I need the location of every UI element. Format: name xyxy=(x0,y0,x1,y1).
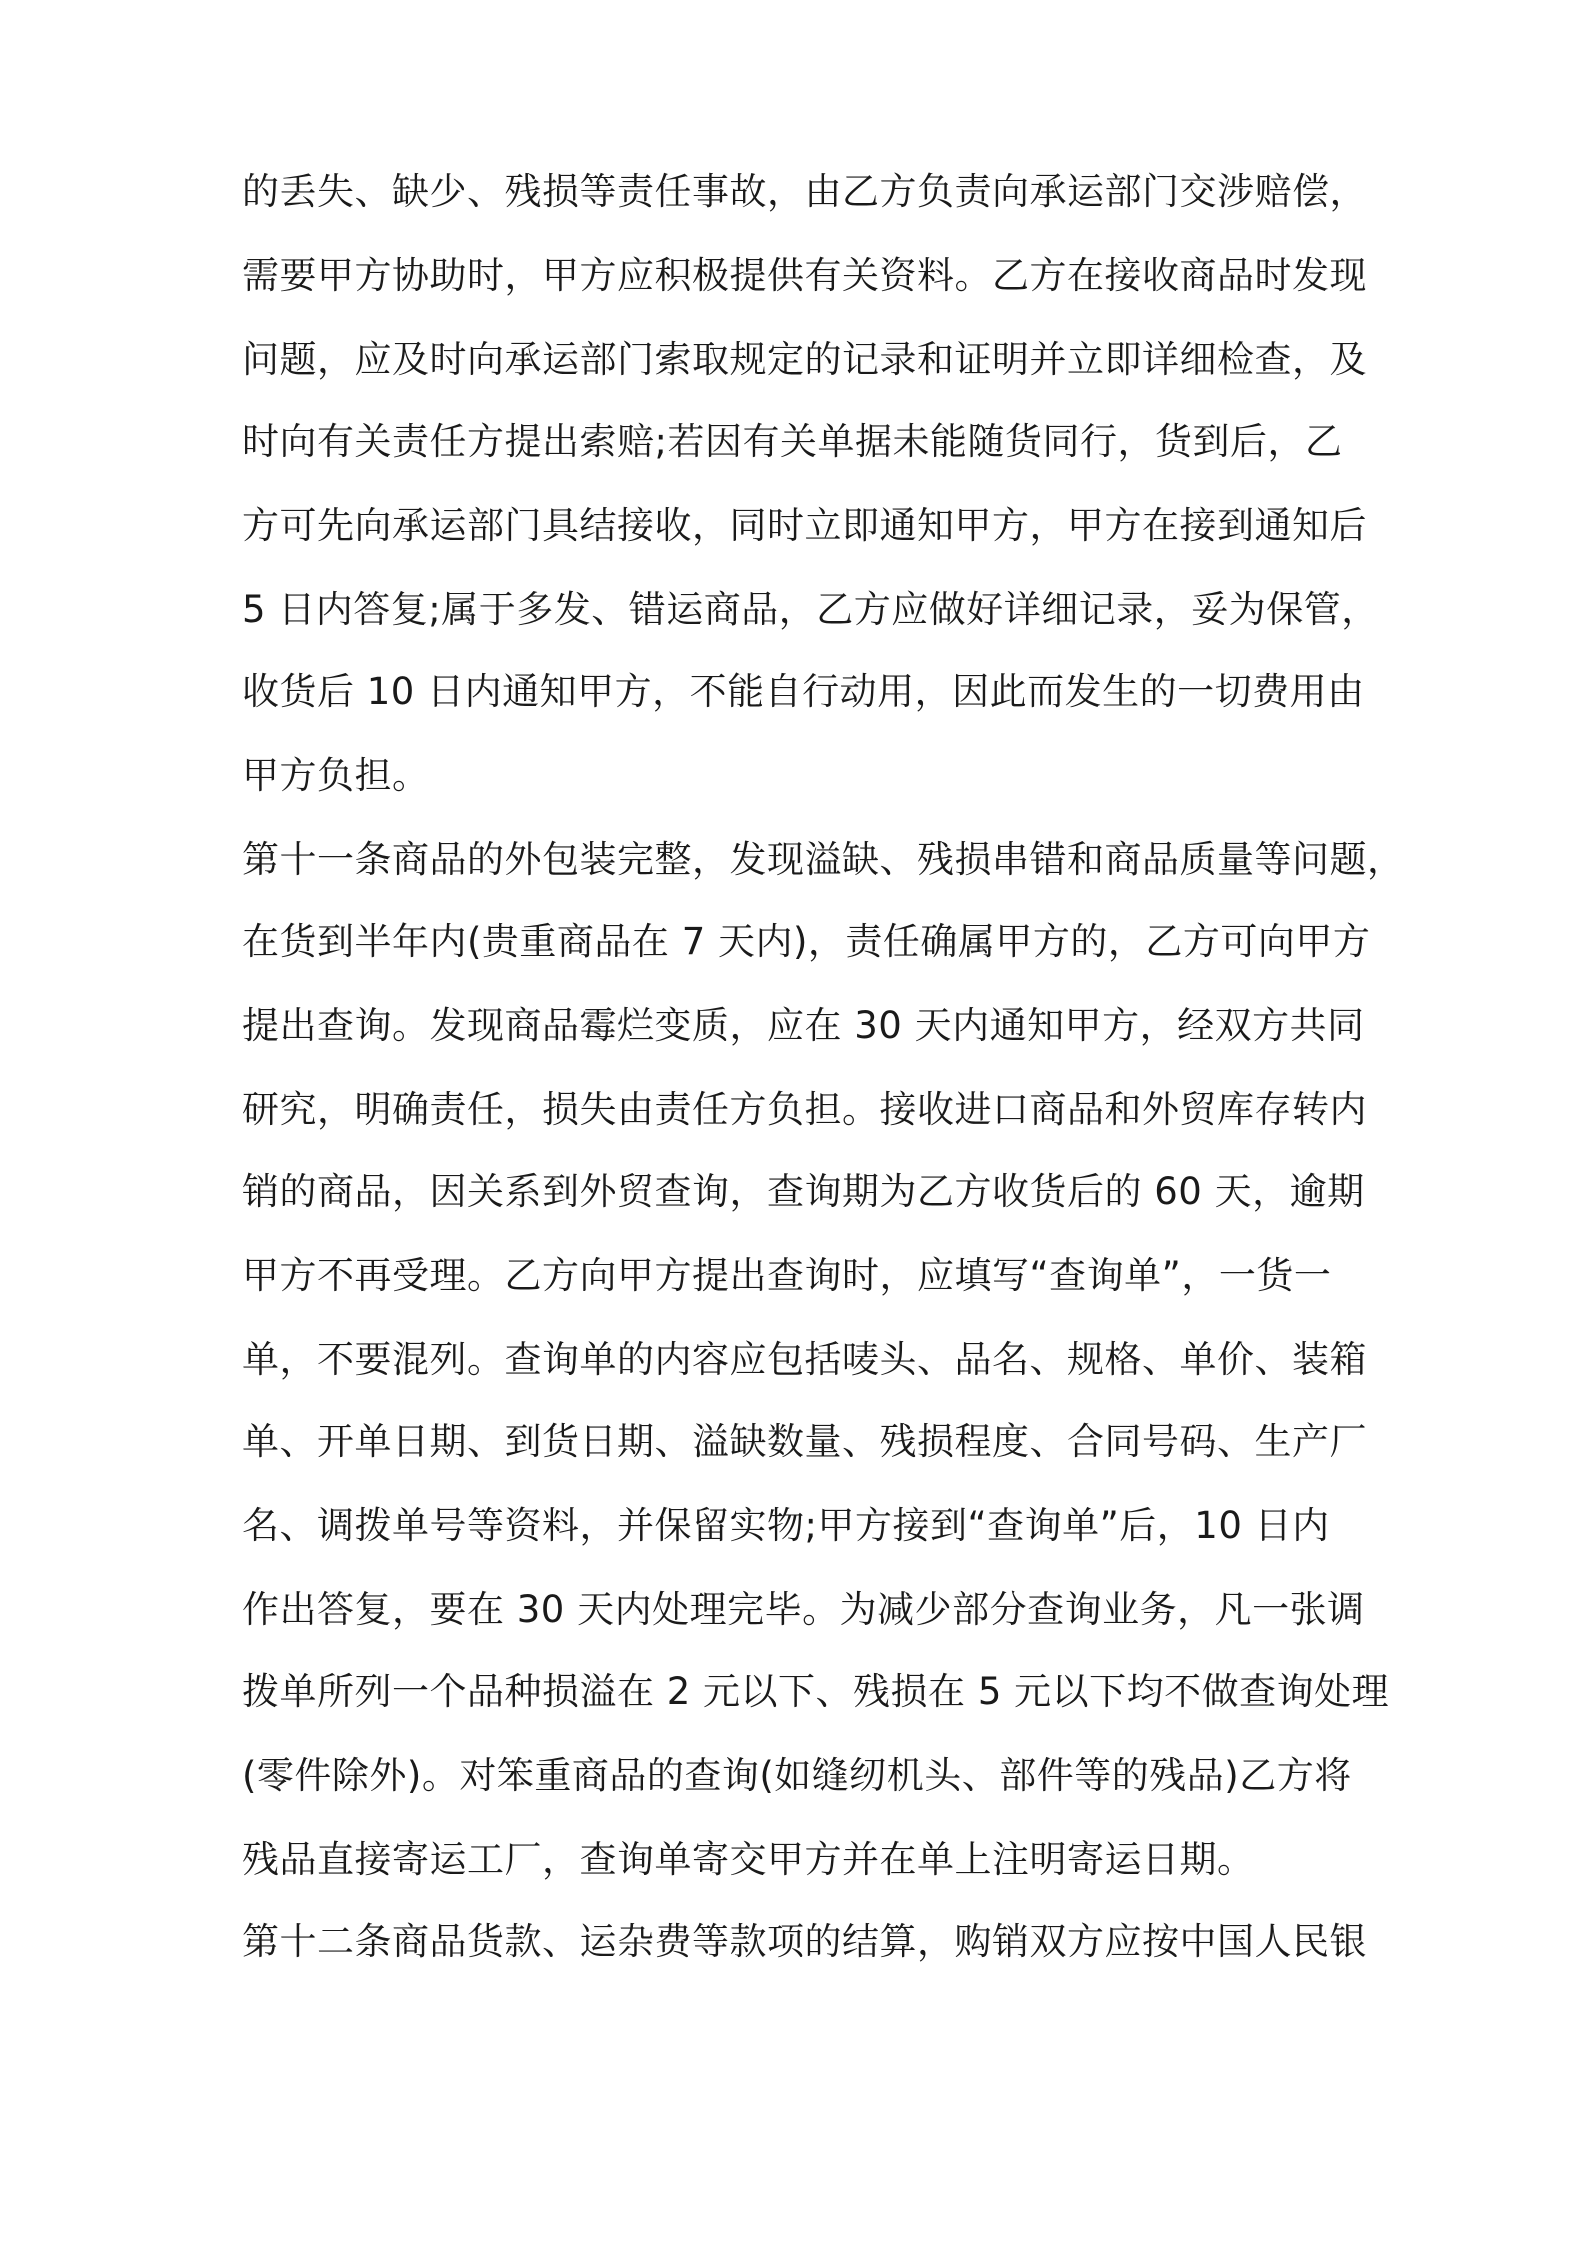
text-line: 甲方负担。 xyxy=(242,754,430,797)
text-line: 方可先向承运部门具结接收，同时立即通知甲方，甲方在接到通知后 xyxy=(242,504,1367,547)
text-line: (零件除外)。对笨重商品的查询(如缝纫机头、部件等的残品)乙方将 xyxy=(242,1754,1352,1797)
text-line: 需要甲方协助时，甲方应积极提供有关资料。乙方在接收商品时发现 xyxy=(242,254,1367,297)
text-line: 作出答复，要在 30 天内处理完毕。为减少部分查询业务，凡一张调 xyxy=(242,1588,1365,1631)
text-line: 时向有关责任方提出索赔;若因有关单据未能随货同行，货到后，乙 xyxy=(242,420,1343,463)
text-line: 提出查询。发现商品霉烂变质，应在 30 天内通知甲方，经双方共同 xyxy=(242,1004,1365,1047)
text-line: 问题，应及时向承运部门索取规定的记录和证明并立即详细检查，及 xyxy=(242,338,1367,381)
text-line: 名、调拨单号等资料，并保留实物;甲方接到“查询单”后，10 日内 xyxy=(242,1504,1330,1547)
text-line: 销的商品，因关系到外贸查询，查询期为乙方收货后的 60 天，逾期 xyxy=(242,1170,1365,1213)
text-line: 残品直接寄运工厂，查询单寄交甲方并在单上注明寄运日期。 xyxy=(242,1838,1255,1881)
text-line: 收货后 10 日内通知甲方，不能自行动用，因此而发生的一切费用由 xyxy=(242,670,1365,713)
text-line: 甲方不再受理。乙方向甲方提出查询时，应填写“查询单”，一货一 xyxy=(242,1254,1332,1297)
text-line: 5 日内答复;属于多发、错运商品，乙方应做好详细记录，妥为保管， xyxy=(242,588,1379,631)
text-line: 研究，明确责任，损失由责任方负担。接收进口商品和外贸库存转内 xyxy=(242,1088,1367,1131)
text-line: 单，不要混列。查询单的内容应包括唛头、品名、规格、单价、装箱 xyxy=(242,1338,1367,1381)
text-line: 拨单所列一个品种损溢在 2 元以下、残损在 5 元以下均不做查询处理 xyxy=(242,1670,1390,1713)
text-line: 单、开单日期、到货日期、溢缺数量、残损程度、合同号码、生产厂 xyxy=(242,1420,1367,1463)
text-line: 的丢失、缺少、残损等责任事故，由乙方负责向承运部门交涉赔偿， xyxy=(242,170,1367,213)
paragraph-start-line: 第十一条商品的外包装完整，发现溢缺、残损串错和商品质量等问题， xyxy=(242,838,1405,881)
text-line: 在货到半年内(贵重商品在 7 天内)，责任确属甲方的，乙方可向甲方 xyxy=(242,920,1371,963)
paragraph-start-line: 第十二条商品货款、运杂费等款项的结算，购销双方应按中国人民银 xyxy=(242,1920,1367,1963)
